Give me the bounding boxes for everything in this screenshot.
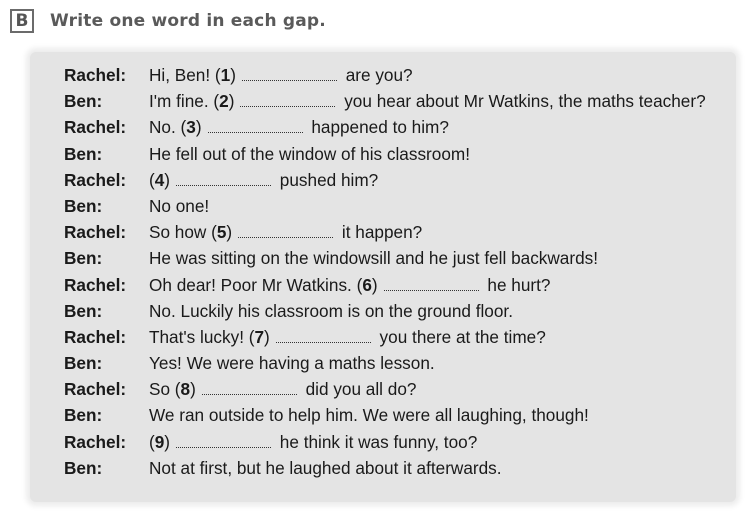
dialogue-line [64,298,734,324]
line-text: He fell out of the window of his classroom! [149,143,470,164]
line-text-before: Hi, Ben! ( [149,65,221,85]
answer-gap[interactable] [240,92,335,107]
line-text-after: did you all do? [300,379,417,400]
speaker-name: Ben: [64,248,103,269]
gap-number: 3 [186,117,196,138]
exercise-letter-badge: B [10,9,34,33]
dialogue-text [149,455,502,481]
dialogue-line [64,88,734,114]
speaker-name: Ben: [64,195,103,216]
gap-number-close: ) [164,169,171,190]
dialogue-text [149,245,598,271]
dialogue-text [149,62,413,88]
answer-gap[interactable] [384,276,479,291]
gap-number: 6 [362,274,372,295]
dialogue-line [64,167,734,193]
dialogue-list [64,62,734,481]
line-text-after: it happen? [337,222,423,243]
dialogue-line [64,245,734,271]
dialogue-text [149,376,416,402]
dialogue-line [64,402,734,428]
line-text-after: are you? [340,65,413,85]
gap-number: 1 [220,65,231,85]
gap-number-close: ) [195,117,202,138]
speaker-name: Rachel: [64,326,127,347]
line-text-before: ( [149,169,155,190]
dialogue-text [149,298,513,324]
exercise-instruction: Write one word in each gap. [50,11,326,31]
line-text: No. Luckily his classroom is on the ground floor. [149,300,513,321]
line-text: Yes! We were having a maths lesson. [149,353,435,374]
dialogue-line [64,376,734,402]
gap-number: 8 [180,379,191,400]
line-text-before: That's lucky! ( [149,326,255,347]
dialogue-text [149,141,470,167]
dialogue-line [64,219,734,245]
answer-gap[interactable] [202,380,297,395]
speaker-name: Rachel: [64,274,127,295]
dialogue-text [149,402,589,428]
gap-number-close: ) [230,65,236,85]
line-text: We ran outside to help him. We were all laughing, though! [149,405,589,426]
dialogue-text [149,429,477,455]
speaker-name: Rachel: [64,169,127,190]
dialogue-line [64,350,734,376]
line-text: No one! [149,195,210,216]
dialogue-text [149,193,209,219]
dialogue-text [149,324,546,350]
speaker-name: Ben: [64,353,103,374]
dialogue-line [64,429,734,455]
dialogue-line [64,324,734,350]
speaker-name: Rachel: [64,379,127,400]
line-text-after: pushed him? [275,169,379,190]
dialogue-line [64,141,734,167]
gap-number-close: ) [226,222,233,243]
line-text-before: No. ( [149,117,187,138]
gap-number: 9 [154,431,165,452]
line-text-before: Oh dear! Poor Mr Watkins. ( [149,274,363,295]
dialogue-text [149,272,550,298]
line-text-after: happened to him? [306,117,449,138]
gap-number-close: ) [228,91,235,112]
gap-number: 4 [154,169,165,190]
dialogue-line [64,62,734,88]
speaker-name: Rachel: [64,222,127,243]
line-text-before: I'm fine. ( [149,91,220,112]
answer-gap[interactable] [176,433,271,448]
line-text: Not at first, but he laughed about it afterwards. [149,457,502,478]
speaker-name: Ben: [64,300,103,321]
answer-gap[interactable] [276,328,371,343]
gap-number-close: ) [264,326,270,347]
dialogue-line [64,114,734,140]
line-text-before: So how ( [149,222,217,243]
dialogue-text [149,88,706,114]
dialogue-line [64,455,734,481]
speaker-name: Ben: [64,143,103,164]
speaker-name: Rachel: [64,117,127,138]
gap-number: 5 [216,222,227,243]
line-text-after: you hear about Mr Watkins, the maths teacher? [339,91,706,112]
dialogue-line [64,193,734,219]
speaker-name: Ben: [64,405,103,426]
gap-number-close: ) [371,274,378,295]
dialogue-line [64,272,734,298]
dialogue-text [149,219,422,245]
gap-number: 7 [254,326,265,347]
gap-number-close: ) [164,431,171,452]
line-text-before: ( [149,431,155,452]
dialogue-text [149,114,449,140]
gap-number: 2 [219,91,229,112]
line-text-before: So ( [149,379,181,400]
gap-number-close: ) [190,379,196,400]
exercise-header [10,9,326,33]
answer-gap[interactable] [176,171,271,186]
answer-gap[interactable] [242,66,337,81]
answer-gap[interactable] [208,118,303,133]
line-text: He was sitting on the windowsill and he just fell backwards! [149,248,599,269]
line-text-after: you there at the time? [374,326,546,347]
answer-gap[interactable] [238,223,333,238]
line-text-after: he hurt? [482,274,551,295]
dialogue-text [149,167,378,193]
speaker-name: Ben: [64,91,103,112]
speaker-name: Rachel: [64,431,127,452]
speaker-name: Ben: [64,457,103,478]
speaker-name: Rachel: [64,65,127,85]
dialogue-text [149,350,435,376]
line-text-after: he think it was funny, too? [275,431,478,452]
